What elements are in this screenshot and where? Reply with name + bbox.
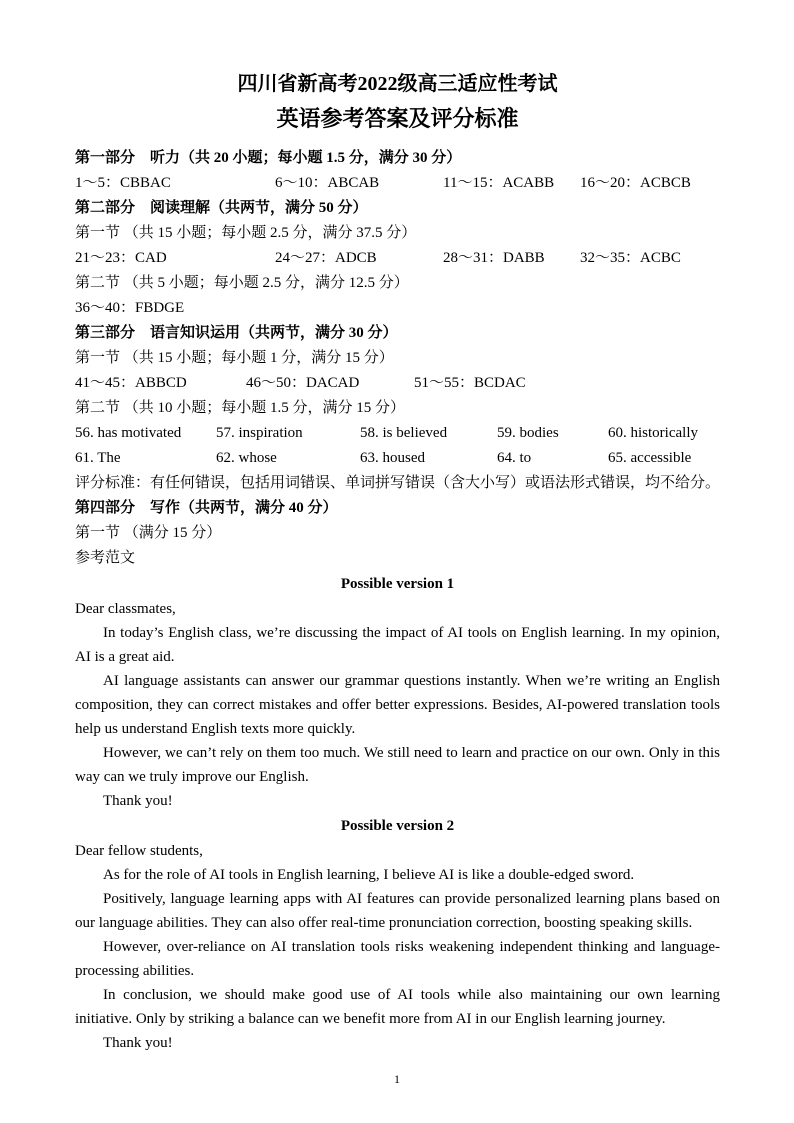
grammar-answers-row-1	[75, 421, 720, 446]
answers-51-55: 51～55：BCDAC	[414, 375, 526, 391]
answer-62: 62. whose	[216, 450, 277, 466]
cloze-answers-row	[75, 371, 720, 396]
version1-paragraph-2: AI language assistants can answer our grammar questions instantly. When we’re writing an English composition, they can correct mistakes and offer better expressions. Besides, AI-powered translation tools help us understand English texts more quickly.	[75, 673, 720, 737]
page-number: 1	[394, 1072, 400, 1086]
answers-11-15: 11～15：ACABB	[443, 175, 555, 191]
answer-61: 61. The	[75, 450, 121, 466]
exam-title: 四川省新高考2022级高三适应性考试	[237, 73, 558, 95]
grammar-answers-row-2	[75, 446, 720, 471]
answer-56: 56. has motivated	[75, 425, 182, 441]
part4-section1-heading: 第一节 （满分 15 分）	[75, 525, 222, 541]
answer-64: 64. to	[497, 450, 532, 466]
version2-paragraph-3: However, over-reliance on AI translation tools risks weakening independent thinking and language-processing abilities.	[75, 939, 720, 979]
version2-paragraph-4: In conclusion, we should make good use of AI tools while also maintaining our own learning initiative. Only by striking a balance can we benefit more from AI in our English learning journey.	[75, 987, 720, 1027]
answers-46-50: 46～50：DACAD	[246, 375, 360, 391]
answers-16-20: 16～20：ACBCB	[580, 175, 691, 191]
part1-heading: 第一部分 听力（共 20 小题；每小题 1.5 分，满分 30 分）	[75, 150, 462, 166]
answer-63: 63. housed	[360, 450, 425, 466]
answers-41-45: 41～45：ABBCD	[75, 375, 187, 391]
version1-title: Possible version 1	[340, 576, 455, 592]
part3-section1-heading: 第一节 （共 15 小题；每小题 1 分，满分 15 分）	[75, 350, 394, 366]
answers-36-40: 36～40：FBDGE	[75, 300, 185, 316]
part4-heading: 第四部分 写作（共两节，满分 40 分）	[75, 500, 338, 516]
part3-heading: 第三部分 语言知识运用（共两节，满分 30 分）	[75, 325, 398, 341]
version1-paragraph-1: In today’s English class, we’re discussing the impact of AI tools on English learning. In my opinion, AI is a great aid.	[75, 625, 720, 665]
answers-24-27: 24～27：ADCB	[275, 250, 377, 266]
answer-57: 57. inspiration	[216, 425, 303, 441]
version2-paragraph-1: As for the role of AI tools in English learning, I believe AI is like a double-edged sword.	[103, 867, 635, 883]
version2-paragraph-2: Positively, language learning apps with AI features can provide personalized learning plans based on our language abilities. They can also offer real-time pronunciation correction, boosting speaking skills.	[75, 891, 720, 931]
answer-59: 59. bodies	[497, 425, 559, 441]
answer-65: 65. accessible	[608, 450, 692, 466]
version1-paragraph-3: However, we can’t rely on them too much. We still need to learn and practice on our own. Only in this way can we truly improve our English.	[75, 745, 720, 785]
answers-6-10: 6～10：ABCAB	[275, 175, 380, 191]
answer-58: 58. is believed	[360, 425, 448, 441]
answers-1-5: 1～5：CBBAC	[75, 175, 171, 191]
answers-32-35: 32～35：ACBC	[580, 250, 681, 266]
grading-note: 评分标准：有任何错误，包括用词错误、单词拼写错误（含大小写）或语法形式错误，均不给分。	[75, 475, 721, 491]
answer-key-title: 英语参考答案及评分标准	[276, 106, 519, 131]
version1-closing: Thank you!	[103, 793, 173, 809]
answers-21-23: 21～23：CAD	[75, 250, 167, 266]
version1-salutation: Dear classmates,	[75, 601, 176, 617]
part2-heading: 第二部分 阅读理解（共两节，满分 50 分）	[75, 200, 368, 216]
answers-28-31: 28～31：DABB	[443, 250, 545, 266]
version2-title: Possible version 2	[340, 818, 455, 834]
version2-salutation: Dear fellow students,	[75, 843, 203, 859]
version2-closing: Thank you!	[103, 1035, 173, 1051]
listening-answers-row	[75, 171, 720, 196]
part2-section1-heading: 第一节 （共 15 小题；每小题 2.5 分，满分 37.5 分）	[75, 225, 417, 241]
answer-60: 60. historically	[608, 425, 698, 441]
reading-section1-answers-row	[75, 246, 720, 271]
sample-essay-label: 参考范文	[75, 550, 136, 566]
part2-section2-heading: 第二节 （共 5 小题；每小题 2.5 分，满分 12.5 分）	[75, 275, 409, 291]
part3-section2-heading: 第二节 （共 10 小题；每小题 1.5 分，满分 15 分）	[75, 400, 406, 416]
